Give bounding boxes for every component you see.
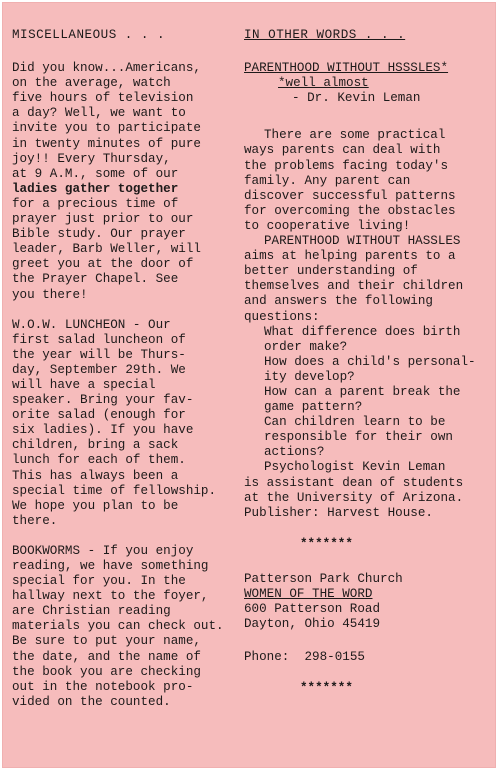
book-subtitle: *well almost bbox=[278, 76, 369, 91]
street-address: 600 Patterson Road bbox=[244, 602, 381, 617]
group-name: WOMEN OF THE WORD bbox=[244, 587, 373, 601]
television-notice bbox=[12, 61, 230, 303]
question-item: What difference does birth order make? bbox=[264, 324, 461, 354]
newsletter-page bbox=[2, 2, 496, 768]
phone-number: 298-0155 bbox=[304, 650, 365, 665]
intro-text-1: Did you know...Americans, on the average, watch five hours of television a day? Well, we want to invite you to participate in twenty minutes of pure joy!! Every Thursday, at 9 A.M., some of our bbox=[12, 61, 201, 181]
phone-label: Phone: bbox=[244, 650, 290, 665]
phone-line bbox=[244, 650, 490, 665]
question-item: Can children learn to be responsible for their own actions? bbox=[264, 415, 453, 460]
question-item: How does a child's personal- ity develop? bbox=[264, 354, 476, 384]
question-list bbox=[244, 325, 490, 461]
church-address bbox=[244, 572, 490, 632]
book-author: - Dr. Kevin Leman bbox=[292, 91, 421, 106]
divider-stars-bottom: ******* bbox=[300, 681, 353, 696]
right-column bbox=[244, 28, 490, 716]
review-paragraph-2: PARENTHOOD WITHOUT HASSLES aims at helping parents to a better understanding of themselves and their children and answers the following questions: bbox=[244, 234, 464, 324]
left-column bbox=[12, 28, 230, 725]
bookworms-notice: BOOKWORMS - If you enjoy reading, we have something special for you. In the hallway next to the foyer, are Christian reading materials you can check out. Be sure to put your name, the date, and the name of the book you are checking out in the notebook pro- vided on the counted. bbox=[12, 543, 224, 709]
intro-text-2: for a precious time of prayer just prior to our Bible study. Our prayer leader, Barb Weller, will greet you at the door of the Prayer Chapel. See you there! bbox=[12, 196, 201, 302]
church-name: Patterson Park Church bbox=[244, 571, 403, 586]
intro-bold-text: ladies gather together bbox=[12, 181, 179, 196]
review-paragraph-1: There are some practical ways parents can deal with the problems facing today's family. Any parent can discover successful patterns for overcoming the obstacles to cooperative living! bbox=[244, 128, 456, 233]
divider-stars: ******* bbox=[300, 536, 353, 551]
question-item: How can a parent break the game pattern? bbox=[264, 384, 461, 415]
in-other-words-heading: IN OTHER WORDS . . . bbox=[244, 28, 406, 42]
city-address: Dayton, Ohio 45419 bbox=[244, 617, 381, 632]
luncheon-notice: W.O.W. LUNCHEON - Our first salad luncheon of the year will be Thurs- day, September 29th. We will have a special speaker. Bring your fav- orite salad (enough for six ladies). If you have children, bring a sack lunch for each of them. This has always been a special time of fellowship. We hope you plan to be there. bbox=[12, 317, 217, 528]
book-title: PARENTHOOD WITHOUT HSSSLES* bbox=[244, 61, 449, 76]
miscellaneous-heading: MISCELLANEOUS . . . bbox=[12, 28, 166, 42]
review-paragraph-3: Psychologist Kevin Leman is assistant dean of students at the University of Arizona. Publisher: Harvest House. bbox=[244, 460, 464, 520]
